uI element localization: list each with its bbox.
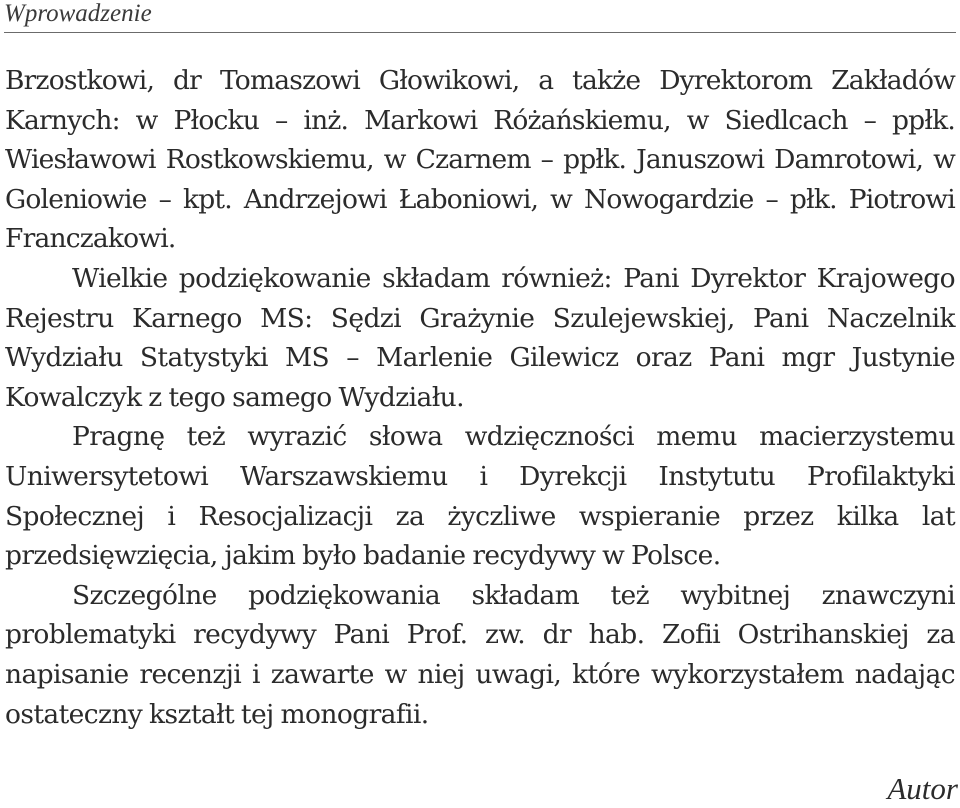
paragraph-1: Brzostkowi, dr Tomaszowi Głowikowi, a także Dyrektorom Zakładów Karnych: w Płocku – inż. Markowi Różańskiemu, w Siedlcach – ppłk. Wiesławowi Rostkowskiemu, w Czarnem – ppłk. Januszowi Damrotowi, w Goleniowie – kpt. Andrzejowi Łaboniowi, w Nowogardzie – płk. Piotrowi Franczakowi.: [5, 65, 955, 255]
signature: Autor: [887, 771, 958, 806]
paragraph-4: Szczególne podziękowania składam też wybitnej znawczyni problematyki recydywy Pani Prof. zw. dr hab. Zofii Ostrihanskiej za napisanie recenzji i zawarte w niej uwagi, które wykorzystałem nadając ostateczny kształt tej monografii.: [5, 579, 955, 730]
running-title: Wprowadzenie: [4, 0, 152, 27]
running-head: [4, 0, 956, 33]
body-text: [5, 61, 955, 734]
paragraph-2: Wielkie podziękowanie składam również: Pani Dyrektor Krajowego Rejestru Karnego MS: Sędzi Grażynie Szulejewskiej, Pani Naczelnik Wydziału Statystyki MS – Marlenie Gilewicz oraz Pani mgr Justynie Kowalczyk z tego samego Wydziału.: [5, 262, 955, 413]
paragraph-3: Pragnę też wyrazić słowa wdzięczności memu macierzystemu Uniwersytetowi Warszawskiemu i Dyrekcji Instytutu Profilaktyki Społecznej i Resocjalizacji za życzliwe wspieranie przez kilka lat przedsięwzięcia, jakim było badanie recydywy w Polsce.: [5, 421, 955, 572]
